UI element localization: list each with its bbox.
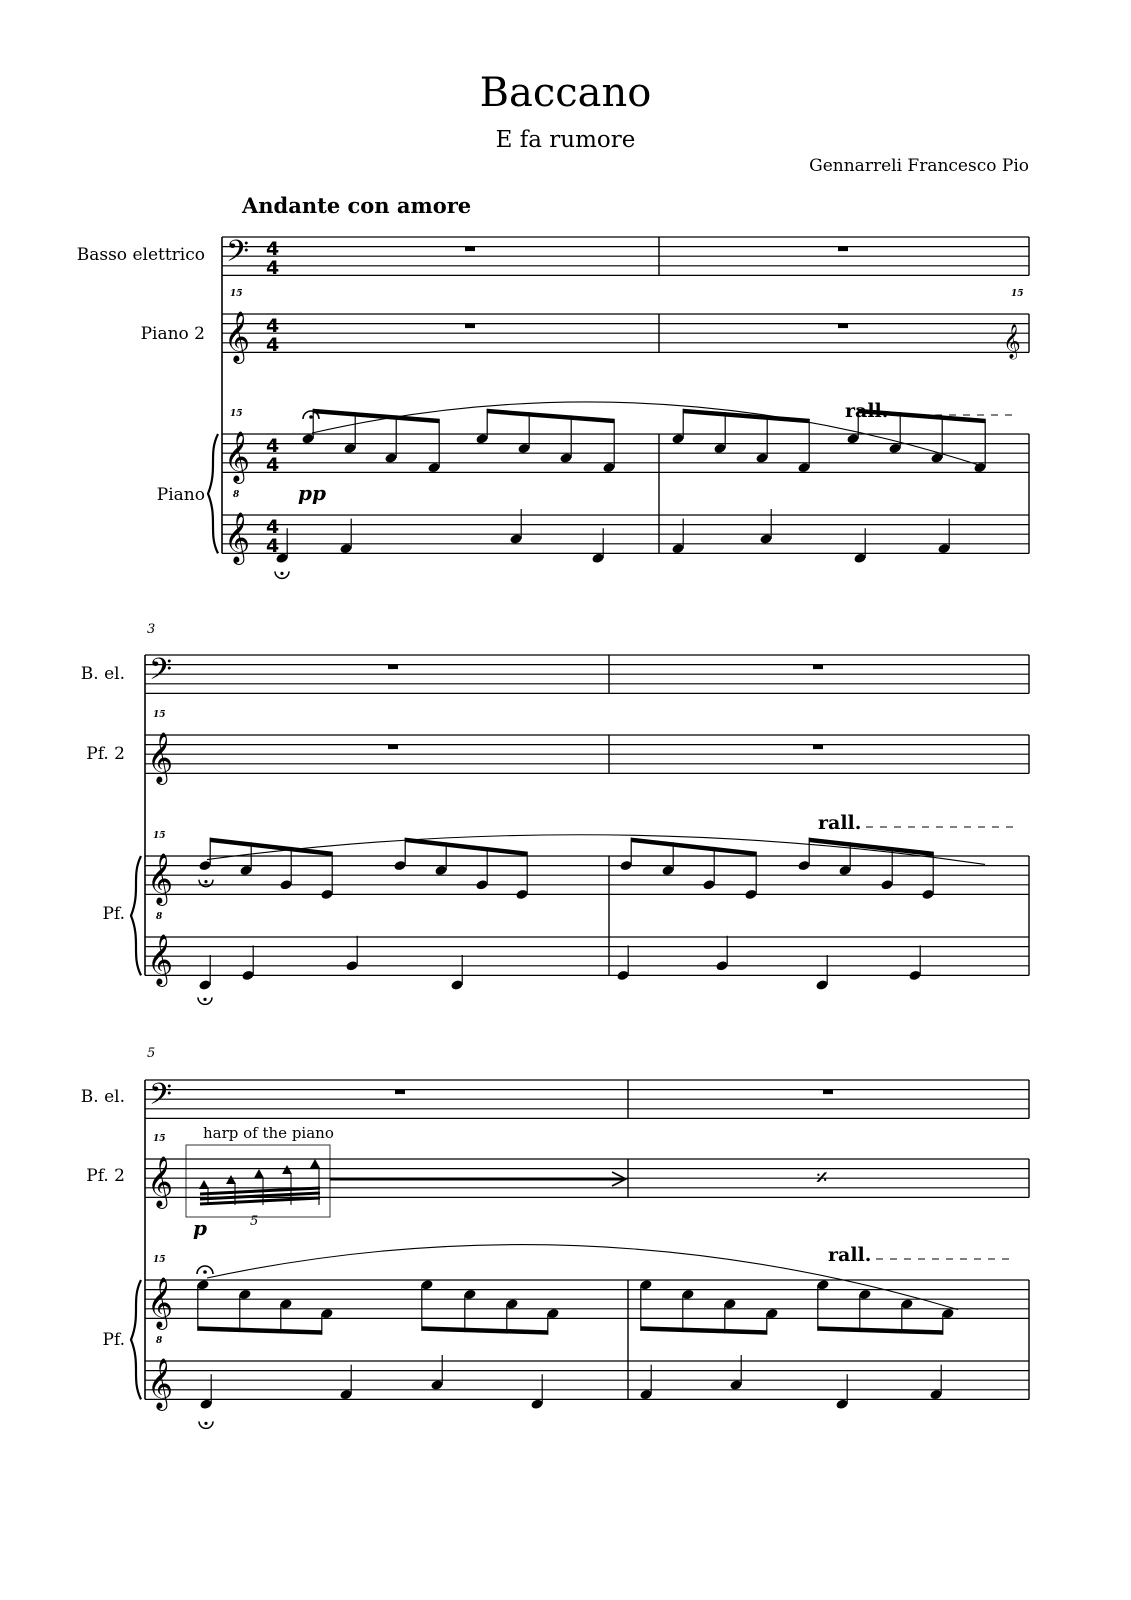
whole-rest xyxy=(388,665,398,670)
instrument-short-bass: B. el. xyxy=(80,664,125,684)
piano-brace xyxy=(208,434,218,553)
piano-brace xyxy=(131,856,141,975)
beam xyxy=(683,409,809,424)
octave-marking: 8 xyxy=(156,1336,163,1346)
treble-clef: 𝄞 xyxy=(147,1277,174,1328)
time-signature: 4 xyxy=(266,535,280,557)
whole-rest xyxy=(823,1090,833,1095)
treble-clef: 𝄞 xyxy=(224,512,251,563)
whole-rest xyxy=(465,247,475,252)
octave-marking: 8 xyxy=(156,912,163,922)
staff xyxy=(145,735,1029,773)
staff xyxy=(145,1361,1029,1399)
beam xyxy=(809,838,933,857)
measure-repeat-icon: 𝄎 xyxy=(816,1164,828,1192)
measure-number: 3 xyxy=(147,622,156,637)
whole-rest xyxy=(388,745,398,750)
staff xyxy=(222,237,1029,275)
beam xyxy=(198,1326,322,1335)
octave-marking: 15 xyxy=(230,289,243,299)
instrument-name-bass: Basso elettrico xyxy=(76,245,205,265)
octave-marking: 8 xyxy=(233,490,240,500)
staff xyxy=(145,1280,1029,1318)
beam xyxy=(487,409,614,424)
instrument-short-piano2: Pf. 2 xyxy=(86,744,125,764)
whole-rest xyxy=(838,324,848,329)
measure-number: 5 xyxy=(147,1046,156,1061)
time-signature: 4 xyxy=(266,334,280,356)
time-signature: 4 xyxy=(266,238,280,260)
staff xyxy=(222,314,1029,352)
fermata-icon xyxy=(204,1422,207,1425)
treble-clef: 𝄞 xyxy=(147,732,174,783)
instrument-short-bass: B. el. xyxy=(80,1087,125,1107)
treble-clef: 𝄞 xyxy=(147,1156,174,1207)
time-signature: 4 xyxy=(266,257,280,279)
piano-brace xyxy=(131,1280,141,1399)
whole-rest xyxy=(813,745,823,750)
piece-subtitle: E fa rumore xyxy=(495,127,636,153)
triangle-note-head xyxy=(282,1165,292,1174)
tempo-marking: Andante con amore xyxy=(242,193,472,218)
time-signature: 4 xyxy=(266,435,280,457)
instrument-short-piano: Pf. xyxy=(102,1330,125,1350)
triangle-note-head xyxy=(226,1175,236,1184)
time-signature: 4 xyxy=(266,516,280,538)
staff xyxy=(145,856,1029,894)
octave-marking: 15 xyxy=(153,710,166,720)
beam xyxy=(631,838,756,857)
whole-rest xyxy=(395,1090,405,1095)
piece-title: Baccano xyxy=(479,70,652,116)
rall-marking: rall. xyxy=(845,400,889,422)
beam xyxy=(313,409,439,424)
dynamic-marking: pp xyxy=(298,481,326,505)
beam xyxy=(422,1326,548,1335)
composer-name: Gennarreli Francesco Pio xyxy=(809,156,1029,176)
rall-marking: rall. xyxy=(828,1244,872,1266)
instrument-name-piano: Piano xyxy=(156,485,205,505)
triangle-note-head xyxy=(310,1159,320,1168)
whole-rest xyxy=(838,247,848,252)
harp-box xyxy=(186,1145,330,1217)
treble-clef: 𝄞 xyxy=(147,934,174,985)
bass-clef: 𝄢 xyxy=(226,235,250,276)
staff xyxy=(145,655,1029,693)
staff xyxy=(222,434,1029,472)
octave-marking: 15 xyxy=(230,409,243,419)
treble-clef: 𝄞 xyxy=(147,1358,174,1409)
treble-clef: 𝄞 xyxy=(147,853,174,904)
instrument-short-piano: Pf. xyxy=(102,904,125,924)
staff xyxy=(145,937,1029,975)
time-signature: 4 xyxy=(266,454,280,476)
treble-clef: 𝄞 xyxy=(224,311,251,362)
treble-clef: 𝄞 xyxy=(224,431,251,482)
slur xyxy=(207,835,985,865)
whole-rest xyxy=(813,665,823,670)
fermata-icon xyxy=(309,415,313,419)
fermata-icon xyxy=(203,998,206,1001)
staff xyxy=(145,1080,1029,1118)
whole-rest xyxy=(465,324,475,329)
instrument-short-piano2: Pf. 2 xyxy=(86,1166,125,1186)
beam xyxy=(818,1326,943,1335)
beam xyxy=(405,838,527,857)
octave-marking: 15 xyxy=(153,831,166,841)
technique-annotation: harp of the piano xyxy=(203,1124,334,1142)
instrument-name-piano2: Piano 2 xyxy=(140,324,205,344)
dynamic-marking: p xyxy=(193,1216,207,1240)
fermata-icon xyxy=(203,1270,207,1274)
rall-marking: rall. xyxy=(818,812,862,834)
beam xyxy=(641,1326,767,1335)
treble-clef: 𝄞 xyxy=(1003,324,1021,359)
triangle-note-head xyxy=(254,1169,264,1178)
tuplet-number: 5 xyxy=(250,1214,259,1229)
bass-clef: 𝄢 xyxy=(149,1078,173,1119)
fermata-icon xyxy=(280,572,283,575)
time-signature: 4 xyxy=(266,315,280,337)
bass-clef: 𝄢 xyxy=(149,653,173,694)
triangle-note-head xyxy=(199,1180,209,1189)
octave-marking: 15 xyxy=(153,1134,166,1144)
octave-marking: 15 xyxy=(1011,289,1024,299)
fermata-icon xyxy=(204,880,207,883)
octave-marking: 15 xyxy=(153,1255,166,1265)
